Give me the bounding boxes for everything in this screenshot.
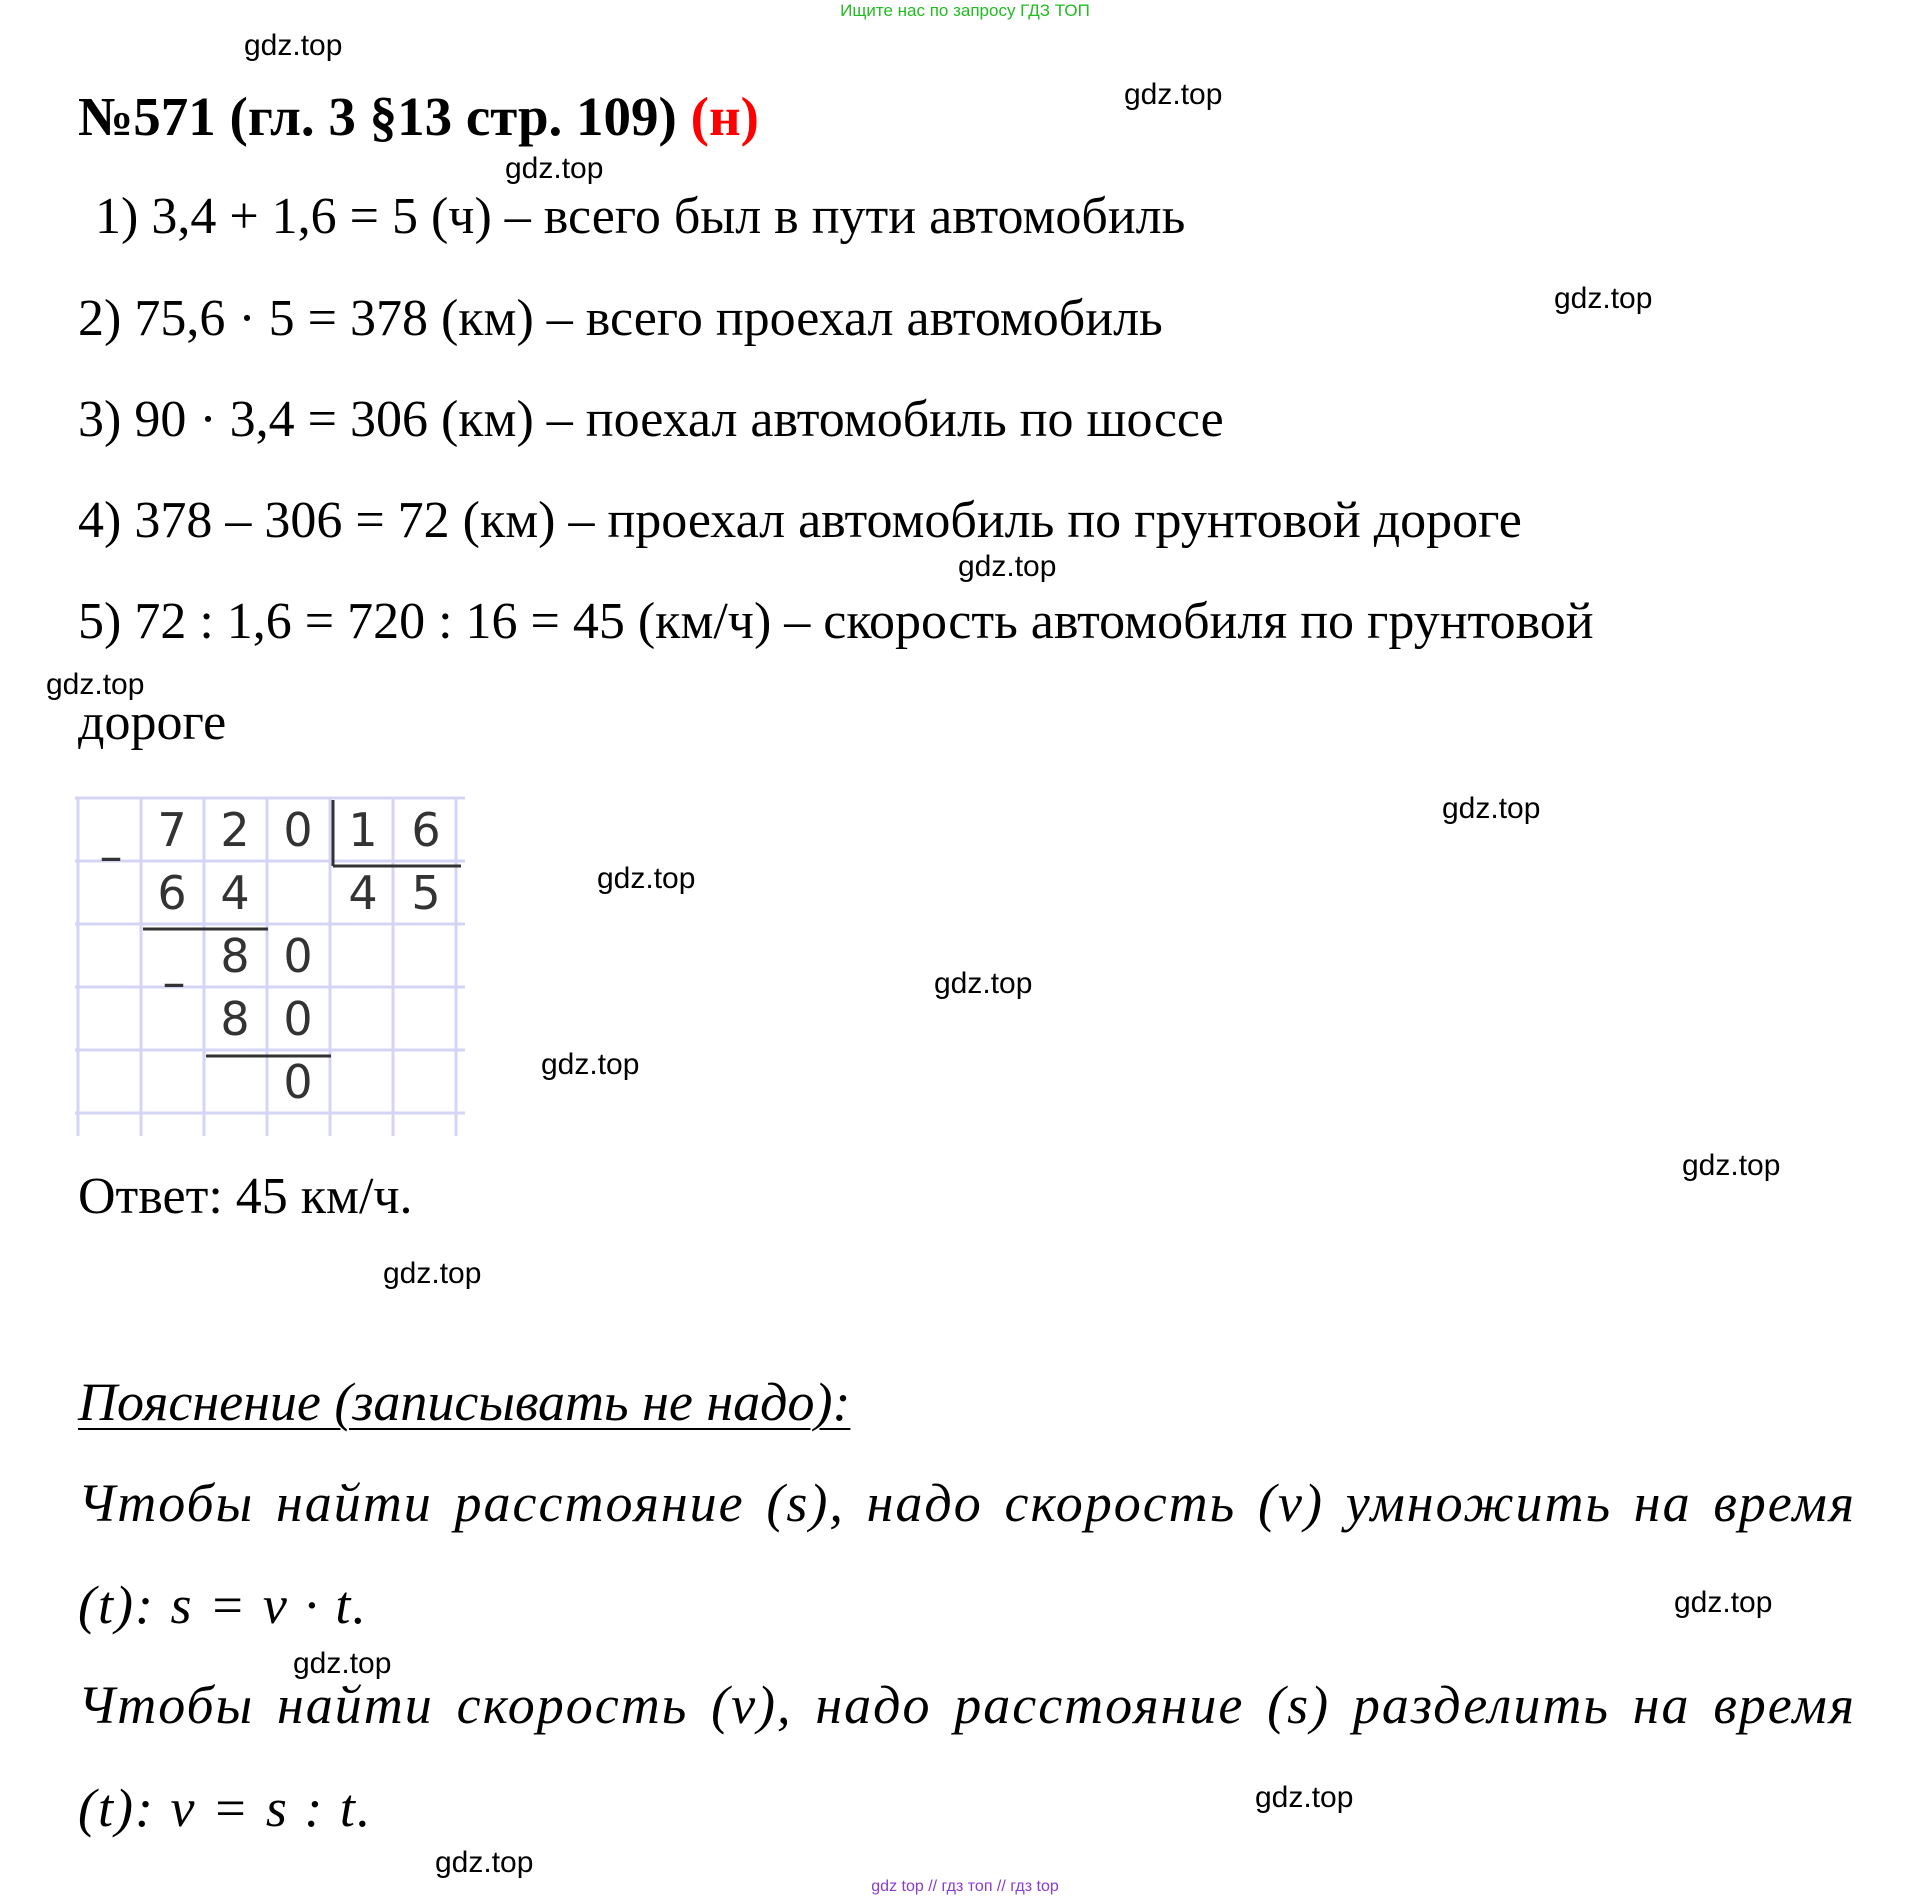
remainder-digit: 8 [220, 929, 250, 983]
dividend-digit: 7 [157, 803, 187, 857]
watermark: gdz.top [1554, 282, 1653, 315]
explanation-line-2: (t): s = v · t. [78, 1575, 368, 1635]
long-division-grid [75, 790, 475, 1136]
watermark: gdz.top [934, 967, 1033, 1000]
dividend-digit: 0 [283, 803, 313, 857]
top-banner: Ищите нас по запросу ГДЗ ТОП [840, 1, 1090, 20]
watermark: gdz.top [505, 152, 604, 185]
minus-sign-1: – [99, 829, 123, 883]
final-remainder-digit: 0 [283, 1055, 313, 1109]
watermark: gdz.top [244, 29, 343, 62]
dividend-digit: 2 [220, 803, 250, 857]
watermark: gdz.top [958, 550, 1057, 583]
subtrahend-digit: 8 [220, 992, 250, 1046]
watermark: gdz.top [435, 1846, 534, 1879]
problem-number: №571 (гл. 3 §13 стр. 109) [78, 86, 677, 147]
quotient-digit: 5 [411, 866, 441, 920]
divisor-digit: 6 [411, 803, 441, 857]
explanation-line-4: (t): v = s : t. [78, 1778, 373, 1838]
watermark: gdz.top [1674, 1586, 1773, 1619]
watermark: gdz.top [46, 668, 145, 701]
grid-lines [75, 798, 465, 1136]
solution-step-3: 3) 90 · 3,4 = 306 (км) – поехал автомобиль по шоссе [78, 391, 1224, 448]
watermark: gdz.top [383, 1257, 482, 1290]
solution-step-2: 2) 75,6 · 5 = 378 (км) – всего проехал автомобиль [78, 290, 1163, 347]
explanation-heading: Пояснение (записывать не надо): [78, 1372, 851, 1432]
solution-step-4: 4) 378 – 306 = 72 (км) – проехал автомобиль по грунтовой дороге [78, 492, 1522, 549]
solution-step-1: 1) 3,4 + 1,6 = 5 (ч) – всего был в пути автомобиль [95, 188, 1186, 245]
difficulty-badge: (н) [690, 86, 759, 147]
watermark: gdz.top [1124, 78, 1223, 111]
watermark: gdz.top [1682, 1149, 1781, 1182]
remainder-digit: 0 [283, 929, 313, 983]
watermark: gdz.top [1255, 1781, 1354, 1814]
explanation-line-1: Чтобы найти расстояние (s), надо скорость (v) умножить на время [78, 1473, 1856, 1533]
watermark: gdz.top [293, 1647, 392, 1680]
subtrahend-digit: 0 [283, 992, 313, 1046]
watermark: gdz.top [597, 862, 696, 895]
bottom-banner: gdz top // гдз топ // гдз top [871, 1878, 1059, 1895]
solution-step-5: 5) 72 : 1,6 = 720 : 16 = 45 (км/ч) – скорость автомобиля по грунтовой [78, 593, 1594, 650]
subtrahend-digit: 6 [157, 866, 187, 920]
problem-title [78, 82, 759, 152]
answer: Ответ: 45 км/ч. [78, 1168, 413, 1225]
solution-step-5-continuation: дороге [78, 694, 227, 751]
subtrahend-digit: 4 [220, 866, 250, 920]
watermark: gdz.top [1442, 792, 1541, 825]
quotient-digit: 4 [348, 866, 378, 920]
minus-sign-2: – [162, 955, 186, 1009]
watermark: gdz.top [541, 1048, 640, 1081]
explanation-line-3: Чтобы найти скорость (v), надо расстояние (s) разделить на время [78, 1675, 1856, 1735]
divisor-digit: 1 [348, 803, 378, 857]
